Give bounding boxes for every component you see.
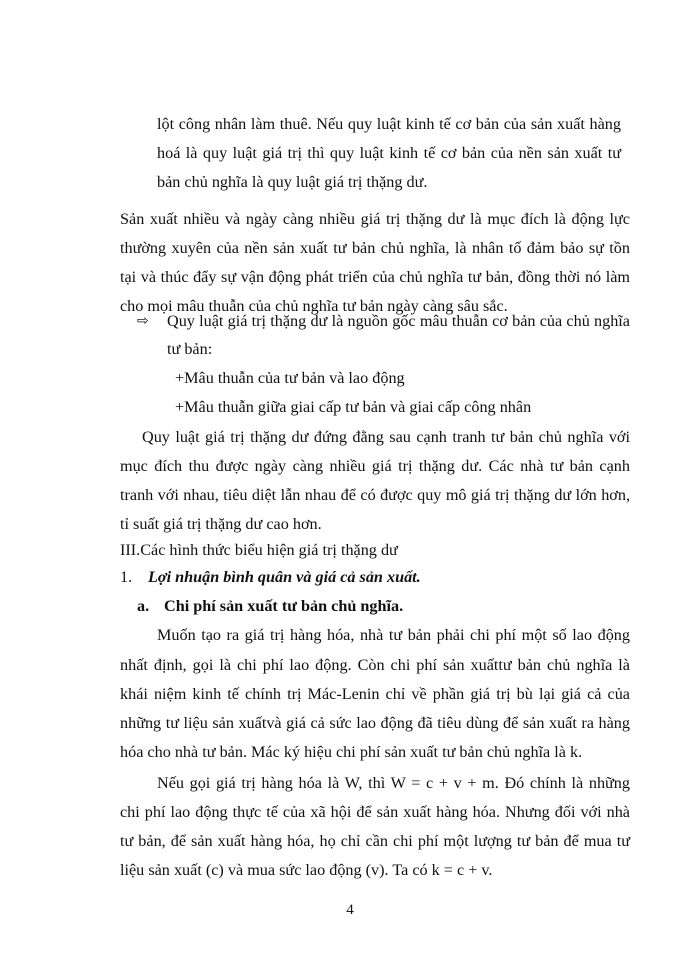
text-line: cho mọi mâu thuẫn của chủ nghĩa tư bản ngày càng sâu sắc. xyxy=(120,297,508,315)
list-item: +Mâu thuẫn giữa giai cấp tư bản và giai cấp công nhân xyxy=(175,398,532,416)
text-line: hoá là quy luật giá trị thì quy luật kinh tế cơ bản của nền sản xuất tư xyxy=(157,144,621,162)
arrow-bullet-icon: ⇨ xyxy=(137,313,149,329)
text-line: tư bản, để sản xuất hàng hóa, họ chỉ cần chi phí một lượng tư bản để mua tư xyxy=(120,832,630,850)
text-line: liệu sản xuất (c) và mua sức lao động (v). Ta có k = c + v. xyxy=(120,861,493,879)
text-line: thường xuyên của nền sản xuất tư bản chủ nghĩa, là nhân tố đảm bảo sự tồn xyxy=(120,239,630,257)
text-line: Sản xuất nhiều và ngày càng nhiều giá trị thặng dư là mục đích là động lực xyxy=(120,210,630,228)
text-line: tỉ suất giá trị thặng dư cao hơn. xyxy=(120,515,322,533)
text-line: Muốn tạo ra giá trị hàng hóa, nhà tư bản phải chi phí một số lao động xyxy=(157,626,630,644)
text-line: mục đích thu được ngày càng nhiều giá trị thặng dư. Các nhà tư bản cạnh xyxy=(120,457,630,475)
text-line: Nếu gọi giá trị hàng hóa là W, thì W = c + v + m. Đó chính là những xyxy=(157,774,630,792)
text-line: tư bản: xyxy=(167,340,213,358)
text-line: bản chủ nghĩa là quy luật giá trị thặng dư. xyxy=(157,173,428,191)
text-line: tranh với nhau, tiêu diệt lẫn nhau để có được quy mô giá trị thặng dư lớn hơn, xyxy=(120,486,630,504)
subsection-heading: Chi phí sản xuất tư bản chủ nghĩa. xyxy=(164,597,404,615)
heading-number: 1. xyxy=(120,568,133,586)
text-line: Quy luật giá trị thặng dư đứng đằng sau cạnh tranh tư bản chủ nghĩa với xyxy=(142,428,630,446)
text-line: hóa cho nhà tư bản. Mác ký hiệu chi phí sản xuất tư bản chủ nghĩa là k. xyxy=(120,743,583,761)
heading-number: a. xyxy=(137,597,150,615)
text-line: những tư liệu sản xuấtvà giá cả sức lao động đã tiêu dùng để sản xuất ra hàng xyxy=(120,714,630,732)
text-line: lột công nhân làm thuê. Nếu quy luật kinh tế cơ bản của sản xuất hàng xyxy=(157,115,621,133)
text-line: khái niệm kinh tế chính trị Mác-Lenin chỉ về phần giá trị bù lại giá cả của xyxy=(120,685,630,703)
subsection-heading: Lợi nhuận bình quân và giá cả sản xuất. xyxy=(148,568,421,586)
text-line: chi phí lao động thực tế của xã hội để sản xuất hàng hóa. Nhưng đối với nhà xyxy=(120,803,630,821)
text-line: tại và thúc đẩy sự vận động phát triển của chủ nghĩa tư bản, đồng thời nó làm xyxy=(120,268,630,286)
text-line: Quy luật giá trị thặng dư là nguồn gốc mâu thuẫn cơ bản của chủ nghĩa xyxy=(167,312,630,330)
section-heading: III.Các hình thức biểu hiện giá trị thặng dư xyxy=(120,541,398,559)
list-item: +Mâu thuẫn của tư bản và lao động xyxy=(175,369,405,387)
page-number: 4 xyxy=(346,902,354,918)
text-line: nhất định, gọi là chi phí lao động. Còn chi phí sản xuấttư bản chủ nghĩa là xyxy=(120,656,630,674)
